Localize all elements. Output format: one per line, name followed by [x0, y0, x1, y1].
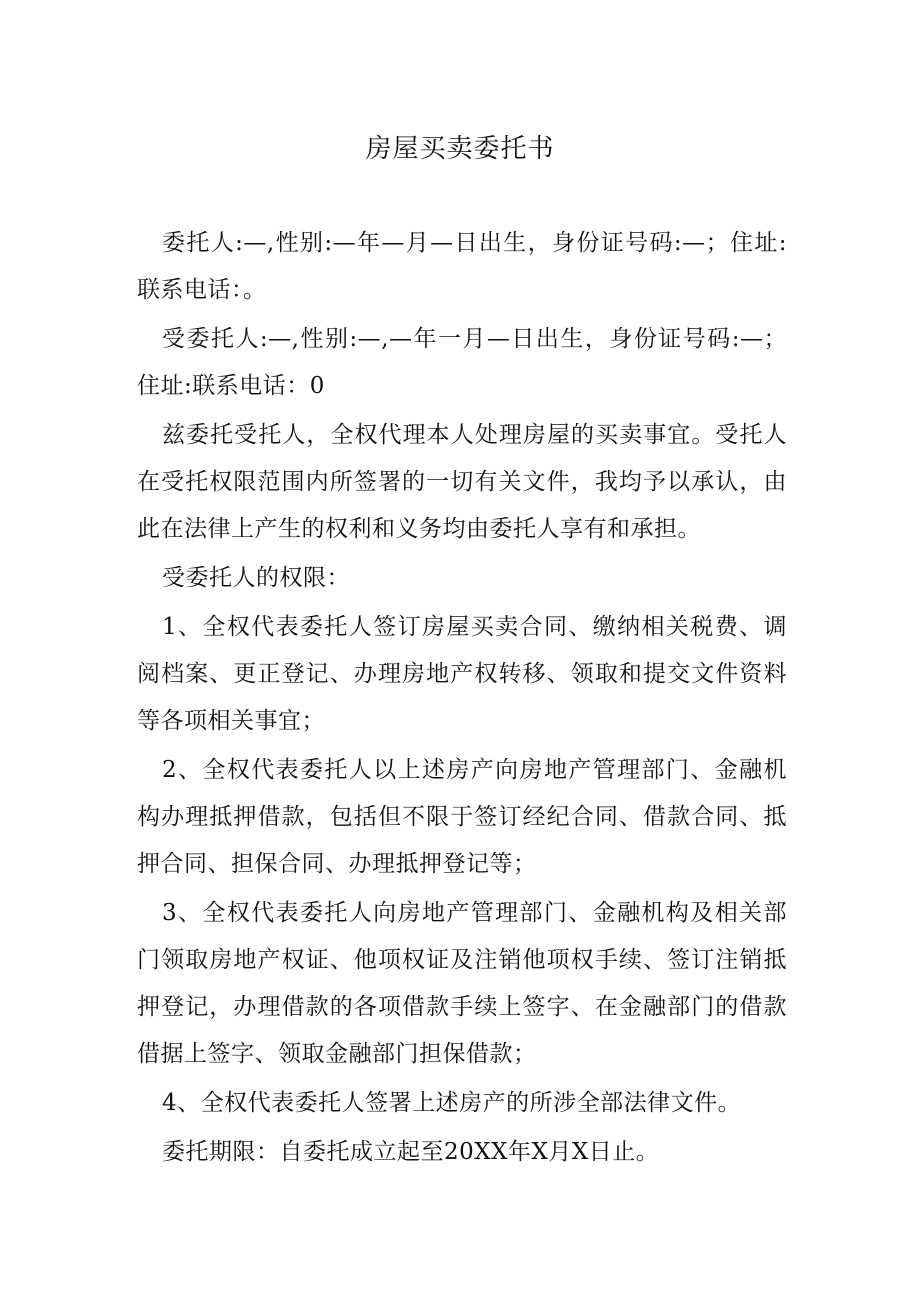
principal-info-paragraph: 委托人:—,性别:—年—月—日出生，身份证号码:—；住址:联系电话：。	[137, 230, 787, 303]
authority-item-2: 2、全权代表委托人以上述房产向房地产管理部门、金融机构办理抵押借款，包括但不限于签订经纪合同、借款合同、抵押合同、担保合同、办理抵押登记等；	[137, 757, 787, 877]
authority-item-3: 3、全权代表委托人向房地产管理部门、金融机构及相关部门领取房地产权证、他项权证及注销他项权手续、签订注销抵押登记，办理借款的各项借款手续上签字、在金融部门的借款借据上签字、领取金融部门担保借款；	[137, 900, 787, 1067]
agent-authority-heading: 受委托人的权限：	[162, 565, 350, 591]
document-body	[137, 220, 787, 1178]
entrustment-period-paragraph: 委托期限：自委托成立起至20XX年X月X日止。	[162, 1139, 660, 1165]
authorization-statement-paragraph: 兹委托受托人，全权代理本人处理房屋的买卖事宜。受托人在受托权限范围内所签署的一切有关文件，我均予以承认，由此在法律上产生的权利和义务均由委托人享有和承担。	[137, 422, 787, 542]
authority-item-1: 1、全权代表委托人签订房屋买卖合同、缴纳相关税费、调阅档案、更正登记、办理房地产权转移、领取和提交文件资料等各项相关事宜；	[137, 614, 787, 734]
document-title: 房屋买卖委托书	[365, 134, 555, 164]
agent-info-paragraph: 受委托人:—,性别:—,—年一月—日出生，身份证号码:—；住址:联系电话：0	[137, 326, 787, 399]
authority-item-4: 4、全权代表委托人签署上述房产的所涉全部法律文件。	[162, 1090, 742, 1116]
